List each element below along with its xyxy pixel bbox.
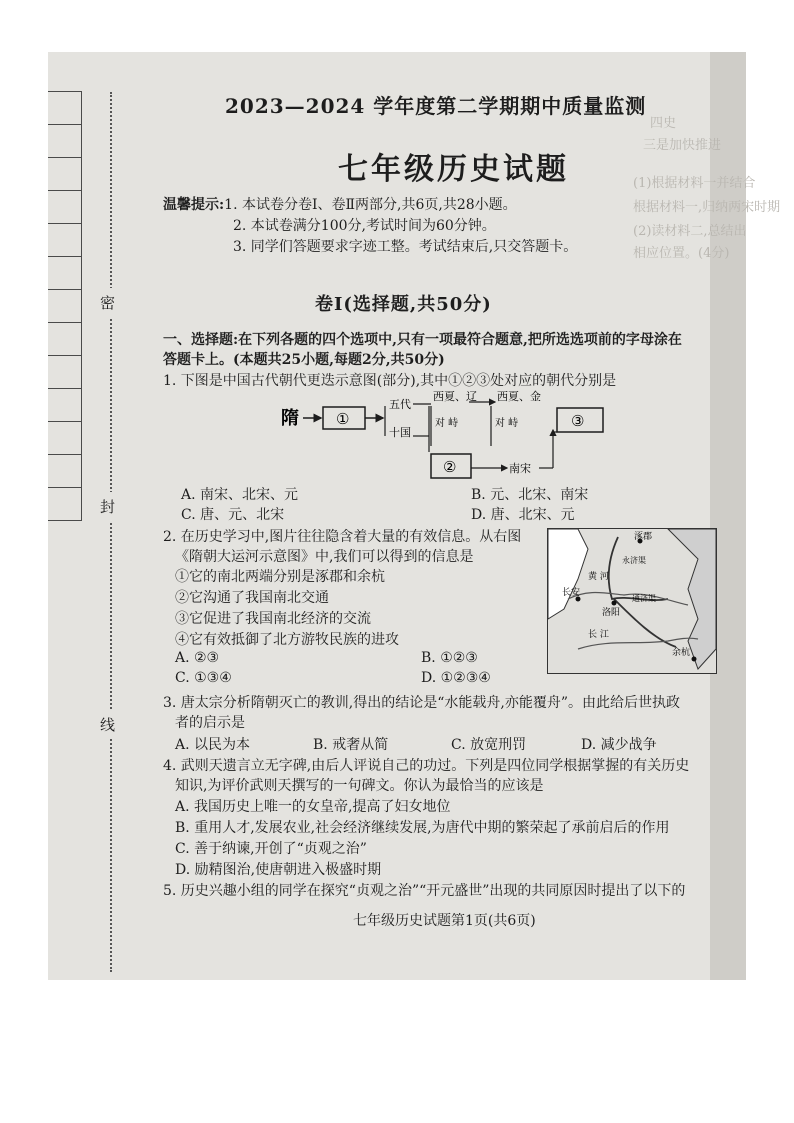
- q4-option-b: B. 重用人才,发展农业,社会经济继续发展,为唐代中期的繁荣起了承前启后的作用: [175, 820, 670, 836]
- bleed-text: (2)读材料二,总结出: [633, 224, 747, 239]
- q3-option-d: D. 减少战争: [581, 737, 657, 753]
- diagram-wudai: 五代: [389, 398, 411, 411]
- q2-statement: ②它沟通了我国南北交通: [175, 590, 329, 606]
- q2-option-a: A. ②③: [175, 650, 220, 666]
- q3-option-b: B. 戒奢从简: [313, 737, 389, 753]
- q3-stem-1: 3. 唐太宗分析隋朝灭亡的教训,得出的结论是“水能载舟,亦能覆舟”。由此给后世执政: [163, 695, 681, 711]
- q3-option-a: A. 以民为本: [175, 737, 251, 753]
- seal-char-feng: 封: [100, 492, 115, 521]
- seal-line: [110, 92, 112, 972]
- exam-title: 七年级历史试题: [338, 152, 569, 187]
- diagram-c3: ③: [571, 412, 585, 430]
- map-he: 黄 河: [588, 572, 609, 582]
- instructions-line-1: 一、选择题:在下列各题的四个选项中,只有一项最符合题意,把所选选项前的字母涂在: [163, 332, 682, 348]
- seal-char-mi: 密: [100, 288, 115, 317]
- q4-option-c: C. 善于纳谏,开创了“贞观之治”: [175, 841, 367, 857]
- q1-option-d: D. 唐、北宋、元: [471, 507, 575, 523]
- diagram-sui: 隋: [281, 408, 299, 429]
- bleed-text: 根据材料一,归纳两宋时期: [633, 200, 781, 215]
- exam-photo: [48, 52, 781, 980]
- map-tongjiqu: 通济渠: [632, 594, 656, 603]
- bleed-text: (1)根据材料一并结合: [633, 176, 756, 191]
- q4-stem-1: 4. 武则天遗言立无字碑,由后人评说自己的功过。下列是四位同学根据掌握的有关历史: [163, 758, 690, 774]
- q2-statement: ①它的南北两端分别是涿郡和余杭: [175, 569, 385, 585]
- tips-line-1: [163, 194, 517, 214]
- tip-3: 3. 同学们答题要求字迹工整。考试结束后,只交答题卡。: [233, 239, 578, 255]
- q2-stem-2: 《隋朝大运河示意图》中,我们可以得到的信息是: [175, 549, 474, 565]
- q3-option-c: C. 放宽刑罚: [451, 737, 527, 753]
- q4-option-a: A. 我国历史上唯一的女皇帝,提高了妇女地位: [175, 799, 451, 815]
- q1-option-b: B. 元、北宋、南宋: [471, 487, 589, 503]
- diagram-duizhi-2: 对 峙: [495, 418, 519, 429]
- diagram-duizhi-1: 对 峙: [435, 418, 459, 429]
- q2-statement: ④它有效抵御了北方游牧民族的进攻: [175, 632, 399, 648]
- exam-content: [163, 52, 733, 980]
- q1-option-a: A. 南宋、北宋、元: [181, 487, 299, 503]
- map-yuhang: 余杭: [672, 648, 691, 658]
- bleed-text: 相应位置。(4分): [633, 246, 730, 261]
- seal-char-xian: 线: [100, 710, 115, 739]
- exam-header: 2023—2024 学年度第二学期期中质量监测: [225, 94, 647, 118]
- map-jiang: 长 江: [588, 630, 609, 640]
- q2-option-d: D. ①②③④: [421, 670, 491, 686]
- q4-option-d: D. 励精图治,使唐朝进入极盛时期: [175, 862, 382, 878]
- map-changan: 长安: [562, 588, 581, 598]
- bleed-text: 四史: [650, 116, 677, 131]
- tip-1: 1. 本试卷分卷Ⅰ、卷Ⅱ两部分,共6页,共28小题。: [224, 197, 517, 213]
- q3-stem-2: 者的启示是: [175, 715, 245, 731]
- diagram-xixia-liao: 西夏、辽: [433, 390, 477, 403]
- grand-canal-map: [547, 528, 717, 674]
- diagram-shiguo: 十国: [389, 426, 411, 439]
- q2-option-b: B. ①②③: [421, 650, 478, 666]
- q4-stem-2: 知识,为评价武则天撰写的一句碑文。你认为最恰当的应该是: [175, 778, 544, 794]
- map-luoyang: 洛阳: [602, 608, 621, 618]
- tips-label: 温馨提示:: [163, 197, 225, 213]
- map-zhuojun: 涿郡: [634, 532, 653, 542]
- instructions-line-2: 答题卡上。(本题共25小题,每题2分,共50分): [163, 352, 445, 368]
- canal-route: [609, 537, 668, 600]
- q2-stem-1: 2. 在历史学习中,图片往往隐含着大量的有效信息。从右图: [163, 529, 522, 545]
- q5-stem: 5. 历史兴趣小组的同学在探究“贞观之治”“开元盛世”出现的共同原因时提出了以下的: [163, 883, 686, 899]
- diagram-xixia-jin: 西夏、金: [497, 390, 541, 403]
- q2-statement: ③它促进了我国南北经济的交流: [175, 611, 371, 627]
- tip-2: 2. 本试卷满分100分,考试时间为60分钟。: [233, 218, 496, 234]
- diagram-c1: ①: [336, 410, 350, 428]
- page-footer: 七年级历史试题第1页(共6页): [353, 913, 536, 929]
- q2-option-c: C. ①③④: [175, 670, 232, 686]
- diagram-nansong: 南宋: [509, 462, 531, 475]
- score-grid: [48, 92, 82, 521]
- map-yongjiqu: 永济渠: [622, 556, 646, 565]
- q1-stem: 1. 下图是中国古代朝代更迭示意图(部分),其中①②③处对应的朝代分别是: [163, 373, 617, 389]
- bleed-text: 三是加快推进: [643, 138, 722, 153]
- q1-option-c: C. 唐、元、北宋: [181, 507, 285, 523]
- diagram-c2: ②: [443, 458, 457, 476]
- section-title: 卷Ⅰ(选择题,共50分): [315, 294, 492, 315]
- dynasty-diagram: [281, 392, 609, 484]
